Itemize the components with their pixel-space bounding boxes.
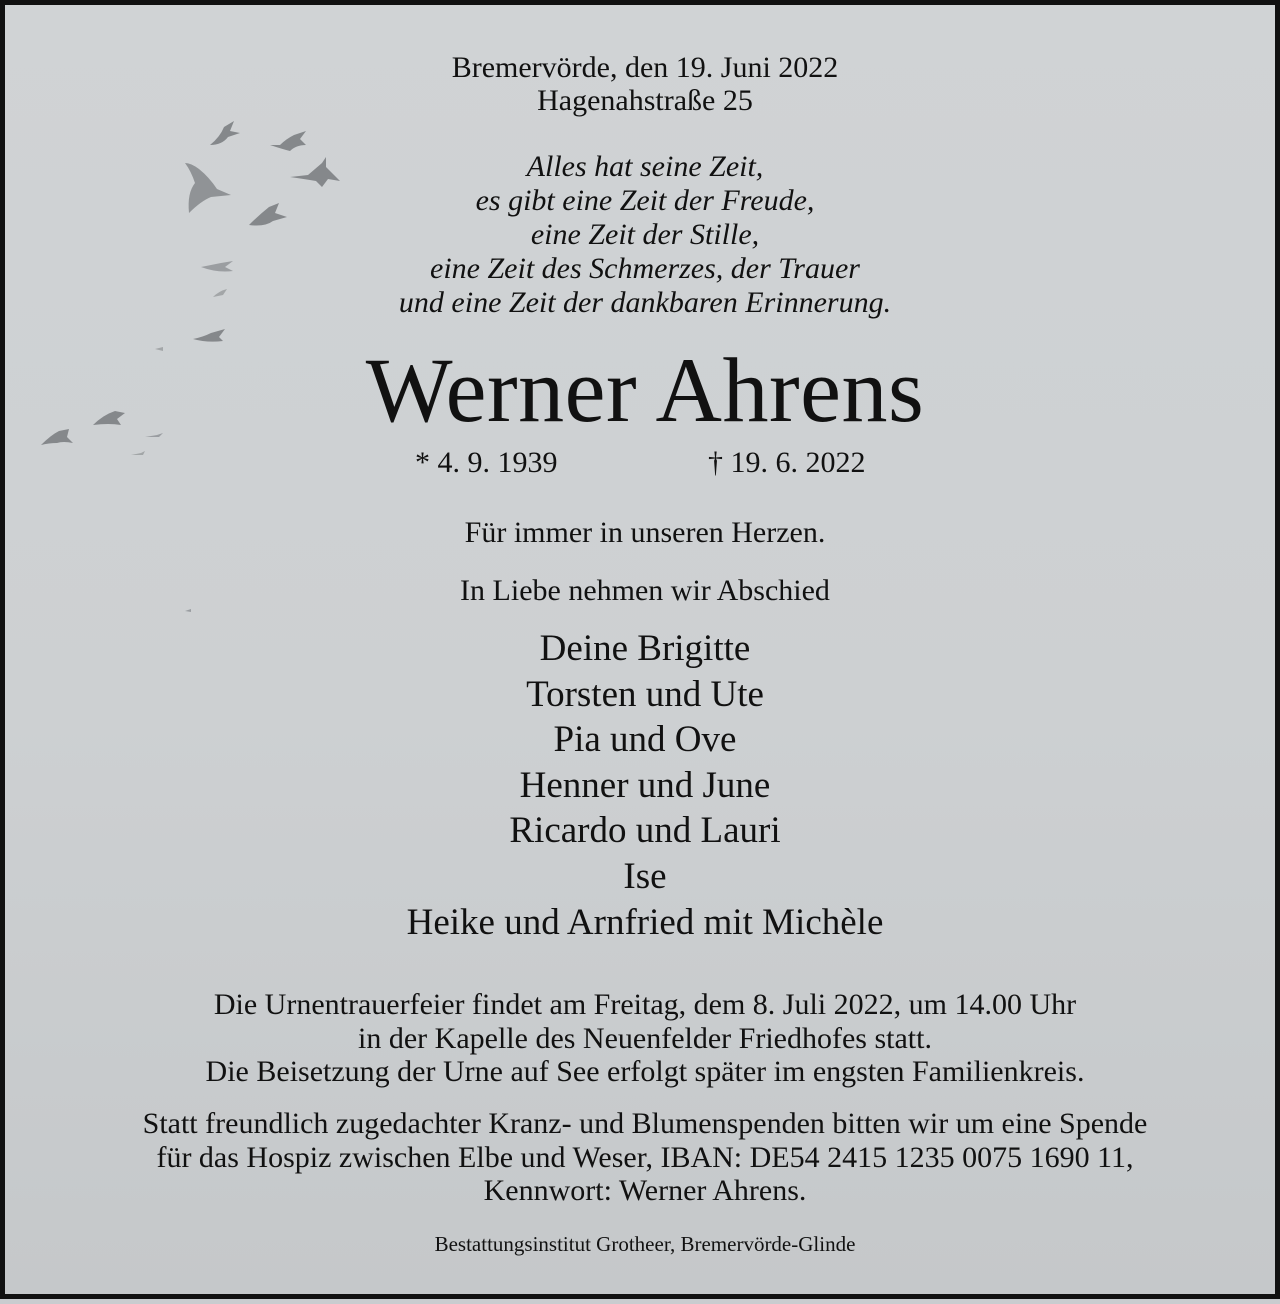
donation-info [5,1107,1280,1208]
place-and-date [5,51,1280,117]
birth-date: * 4. 9. 1939 [415,446,558,479]
donation-line: Kennwort: Werner Ahrens. [483,1174,807,1207]
bird-icon [270,131,306,151]
ceremony-line: Die Urnentrauerfeier findet am Freitag, dem 8. Juli 2022, um 14.00 Uhr [213,988,1077,1021]
undertaker-credit: Bestattungsinstitut Grotheer, Bremervörde-Glinde [434,1232,856,1256]
ceremony-line: in der Kapelle des Neuenfelder Friedhofes statt. [358,1021,932,1055]
mourner-name: Pia und Ove [553,719,737,761]
mourner-name: Torsten und Ute [526,673,764,715]
ceremony-info [5,988,1280,1089]
verse-line: eine Zeit der Stille, [530,218,760,251]
donation-line: für das Hospiz zwischen Elbe und Weser, IBAN: DE54 2415 1235 0075 1690 11, [156,1140,1134,1174]
farewell-line: In Liebe nehmen wir Abschied [460,574,830,607]
mourner-name: Deine Brigitte [539,628,751,669]
bird-icon [185,609,191,612]
death-date: † 19. 6. 2022 [708,446,866,479]
mourner-name: Heike und Arnfried mit Michèle [406,901,884,943]
bird-icon [131,451,145,455]
verse-line: eine Zeit des Schmerzes, der Trauer [430,252,860,285]
mourner-name: Henner und June [519,764,771,806]
deceased-name: Werner Ahrens [365,339,925,441]
ceremony-line: Die Beisetzung der Urne auf See erfolgt später im engsten Familienkreis. [205,1055,1085,1088]
address-line: Hagenahstraße 25 [537,84,753,117]
verse-line: und eine Zeit der dankbaren Erinnerung. [398,286,892,319]
verse-line: es gibt eine Zeit der Freude, [475,184,815,217]
mourners-list [5,626,1280,945]
bird-icon [210,121,240,145]
motto: Für immer in unseren Herzen. [464,516,826,549]
donation-line: Statt freundlich zugedachter Kranz- und Blumenspenden bitten wir um eine Spende [142,1107,1148,1140]
mourner-name: Ise [623,855,667,897]
memorial-verse [5,150,1280,320]
mourner-name: Ricardo und Lauri [509,810,781,852]
verse-line: Alles hat seine Zeit, [526,150,764,183]
place-date-line: Bremervörde, den 19. Juni 2022 [451,51,839,84]
